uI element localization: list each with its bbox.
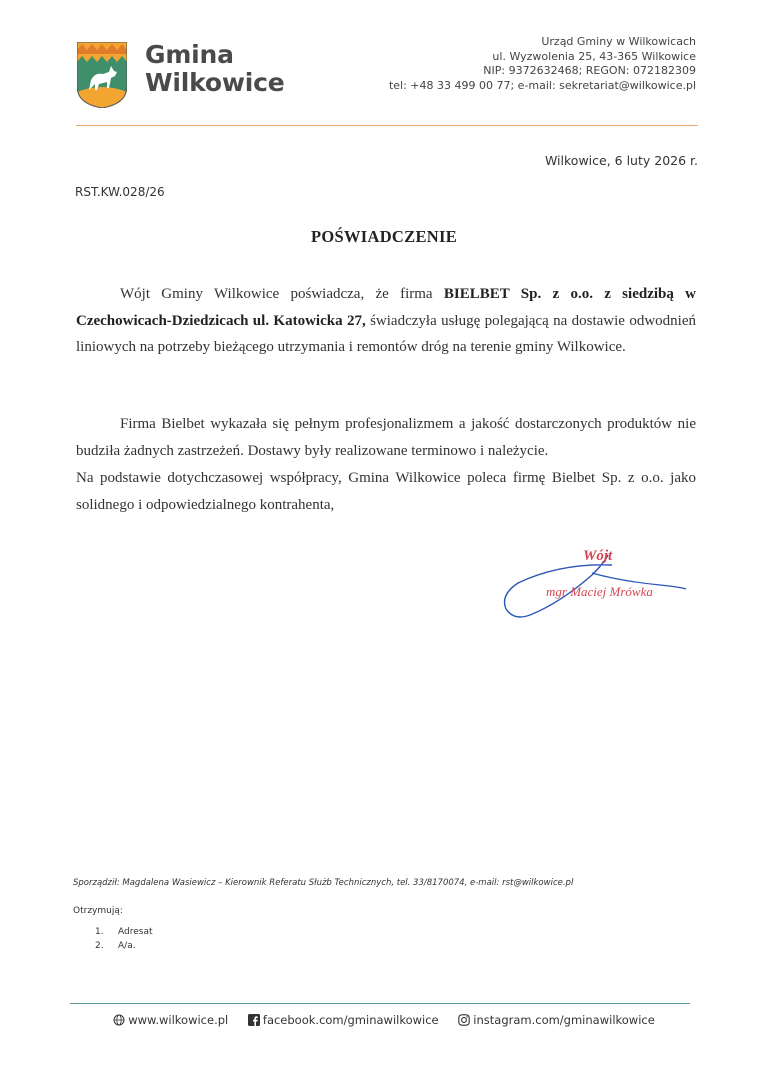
header-divider — [76, 125, 698, 126]
brand-line-2: Wilkowice — [145, 68, 285, 97]
recipient-text: A/a. — [118, 941, 136, 951]
body-paragraph-3: Na podstawie dotychczasowej współpracy, Gmina Wilkowice poleca firmę Bielbet Sp. z o.o. jako solidnego i odpowiedzialnego kontrahenta, — [76, 470, 696, 513]
office-address: ul. Wyzwolenia 25, 43-365 Wilkowice — [492, 49, 696, 63]
footer-facebook[interactable] — [248, 1013, 442, 1027]
document-title: POŚWIADCZENIE — [310, 227, 457, 246]
recipient-text: Adresat — [118, 927, 153, 937]
reference-number: RST.KW.028/26 — [75, 185, 165, 199]
office-name: Urząd Gminy w Wilkowicach — [541, 35, 696, 48]
footer-divider — [70, 1003, 690, 1004]
office-address-block — [389, 35, 696, 93]
coat-of-arms-logo — [77, 42, 127, 108]
office-contact: tel: +48 33 499 00 77; e-mail: sekretariat@wilkowice.pl — [388, 78, 696, 92]
website-link[interactable]: www.wilkowice.pl — [128, 1013, 229, 1027]
body-paragraph-2 — [76, 411, 696, 464]
footer-website[interactable] — [113, 1013, 232, 1027]
office-ids: NIP: 9372632468; REGON: 072182309 — [483, 64, 696, 77]
brand-line-1: Gmina — [145, 40, 234, 69]
globe-icon — [113, 1014, 125, 1026]
signature-name-stamp: mgr Maciej Mrówka — [546, 584, 653, 599]
recipients-label: Otrzymują: — [73, 906, 123, 916]
recipient-number: 1. — [95, 927, 104, 937]
instagram-link[interactable]: instagram.com/gminawilkowice — [473, 1013, 655, 1027]
p1-text-b: świadczyła usługę polegającą na dostawie odwodnień liniowych na potrzeby bieżącego utrzymania i remontów dróg na terenie gminy Wilkowice. — [76, 312, 696, 355]
p1-company-bold: BIELBET Sp. z o.o. z siedzibą w Czechowicach-Dziedzicach ul. Katowicka 27, — [76, 286, 696, 329]
facebook-link[interactable]: facebook.com/gminawilkowice — [262, 1013, 439, 1027]
prepared-by-note: Sporządził: Magdalena Wasiewicz – Kierownik Referatu Służb Technicznych, tel. 33/8170074, e-mail: rst@wilkowice.pl — [73, 878, 574, 888]
letter-date: Wilkowice, 6 luty 2026 r. — [544, 153, 698, 168]
footer-instagram[interactable] — [458, 1013, 655, 1027]
recipient-item — [95, 941, 136, 951]
body-paragraph-1 — [76, 281, 696, 361]
p1-text-a: Wójt Gminy Wilkowice poświadcza, że firma — [120, 286, 444, 302]
p2-text: Firma Bielbet wykazała się pełnym profesjonalizmem a jakość dostarczonych produktów nie budziła żadnych zastrzeżeń. Dostawy były realizowane terminowo i należycie. — [76, 416, 696, 459]
facebook-icon — [248, 1014, 260, 1026]
recipient-number: 2. — [95, 941, 104, 951]
instagram-icon — [458, 1014, 470, 1026]
signature-title-stamp: Wójt — [583, 548, 613, 564]
recipient-item — [95, 927, 152, 937]
footer-links — [0, 1013, 768, 1027]
